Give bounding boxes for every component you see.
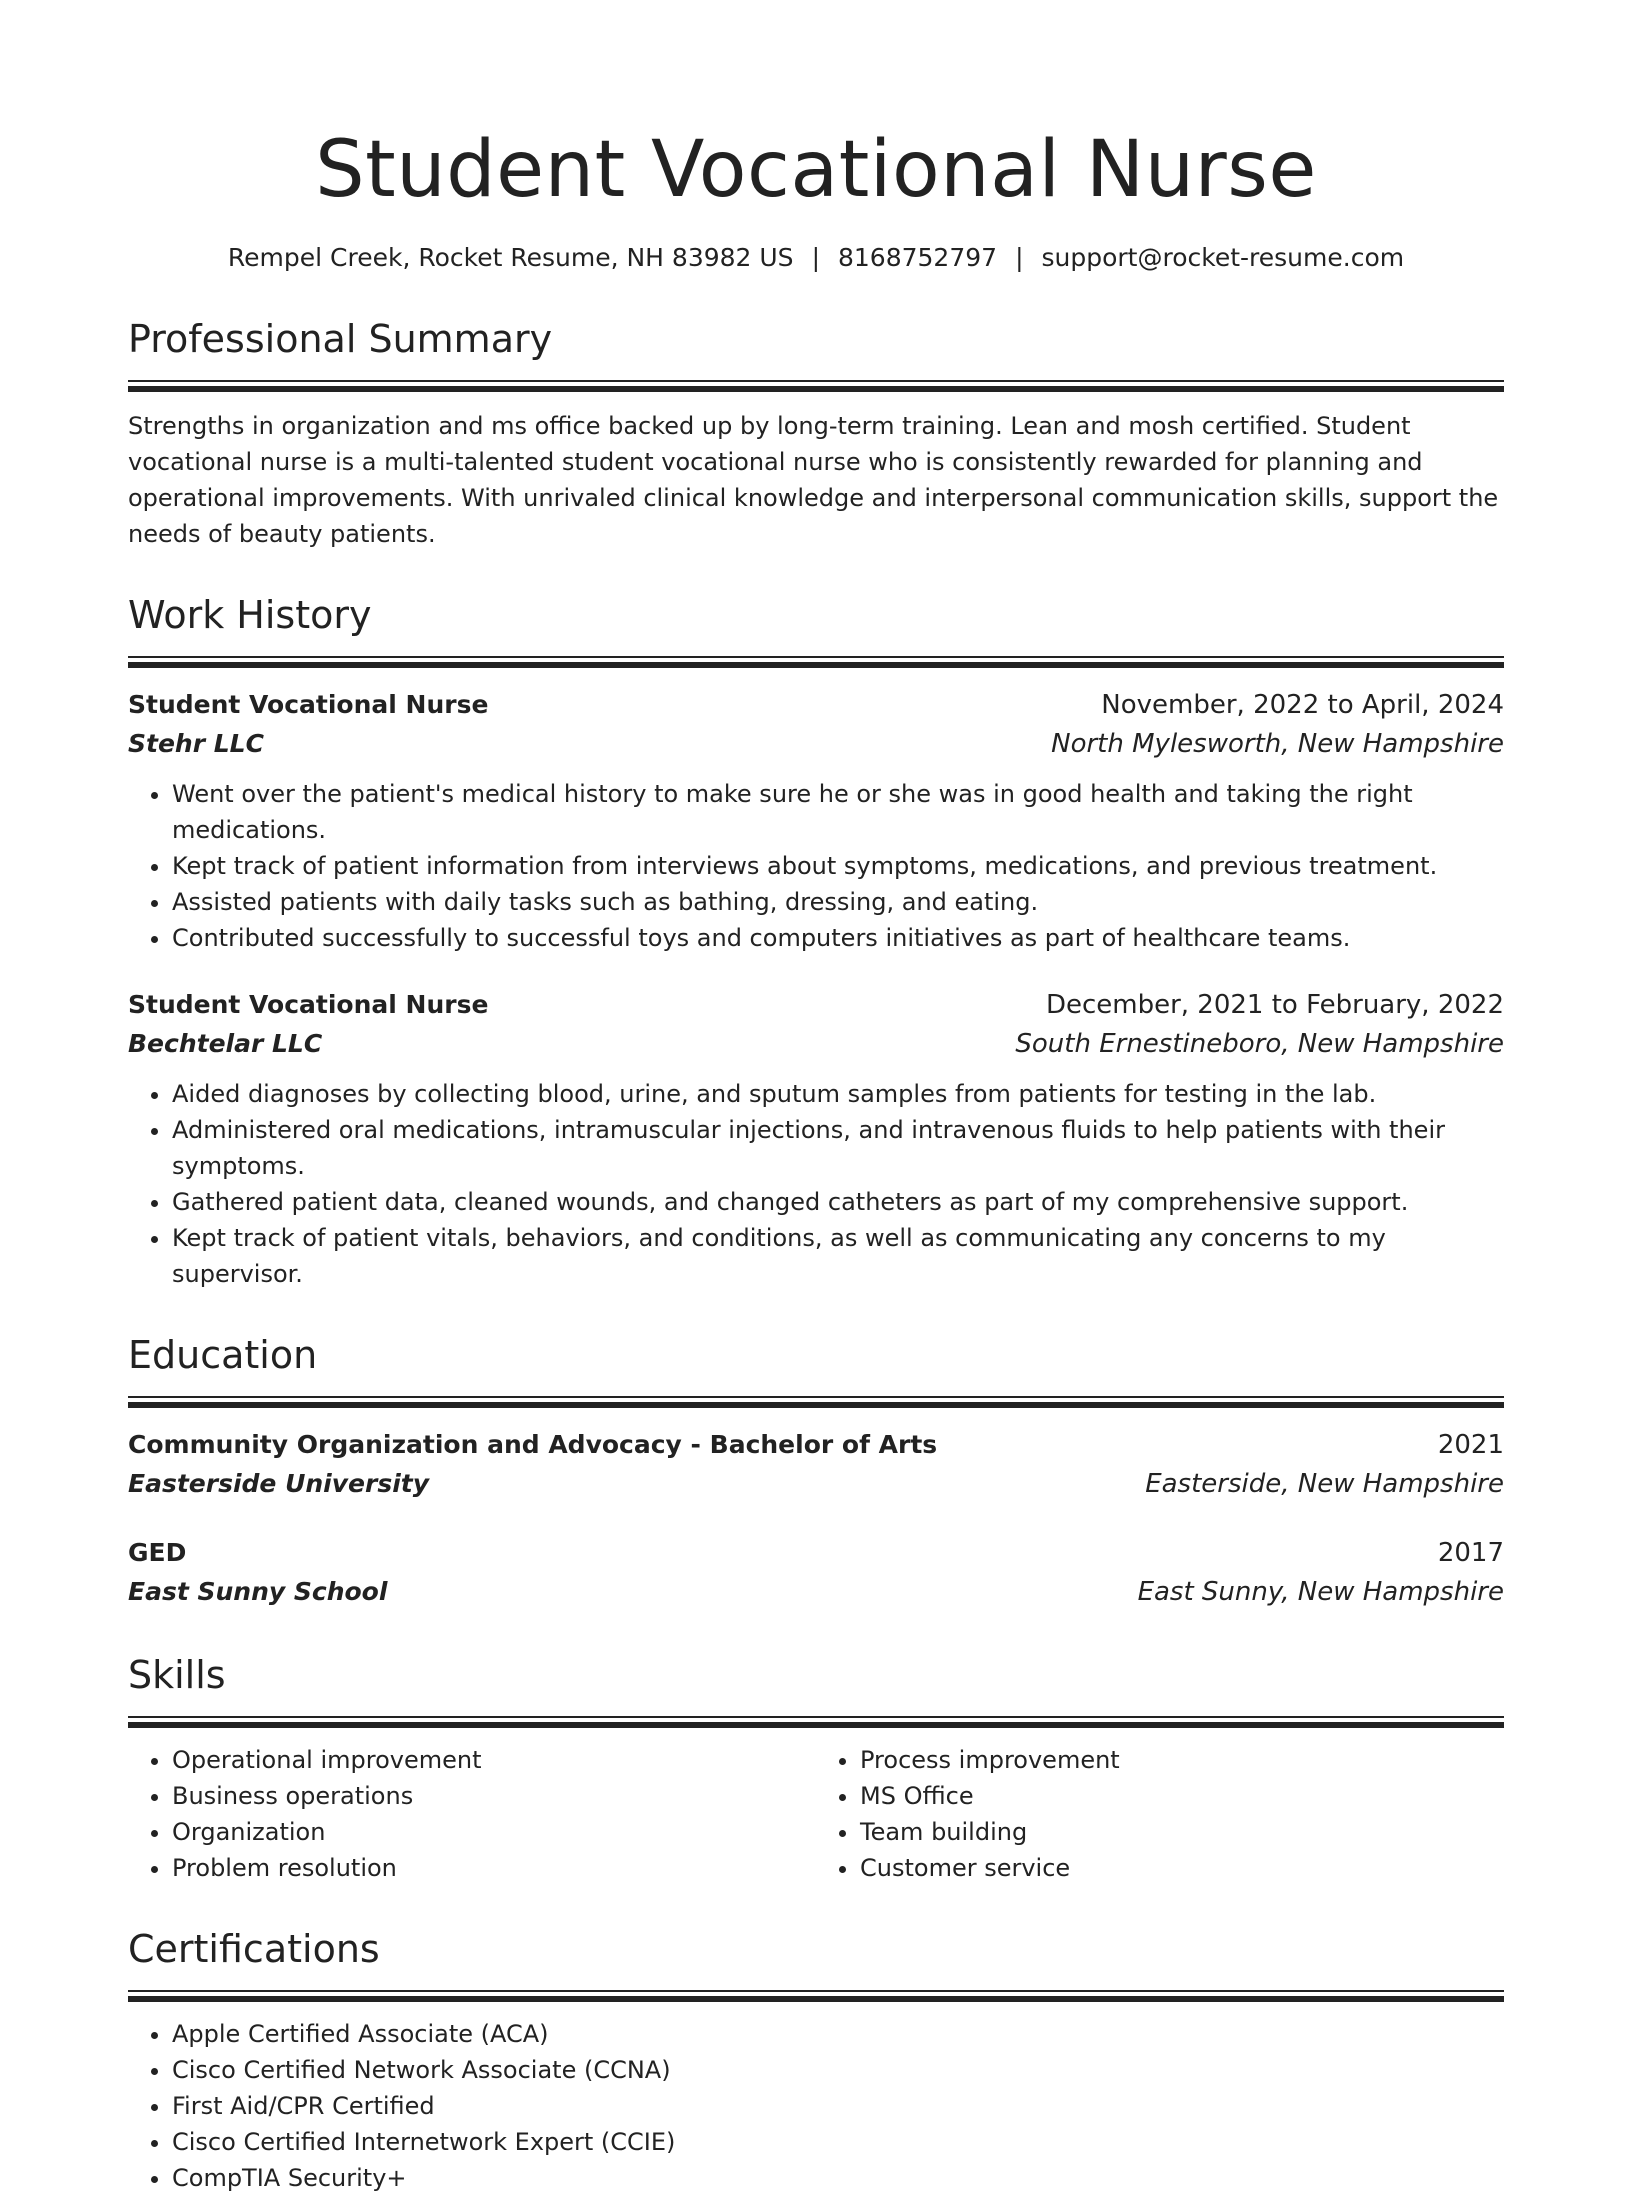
job-title: Student Vocational Nurse	[128, 990, 489, 1019]
certification-item: • First Aid/CPR Certified	[172, 2088, 1504, 2124]
job-entry	[128, 986, 1504, 1292]
job-company: Stehr LLC	[128, 729, 264, 758]
summary-section	[128, 316, 1504, 552]
education-location: Easterside, New Hampshire	[1145, 1469, 1504, 1499]
list-item: • Contributed successfully to successful toys and computers initiatives as part of healthcare teams.	[172, 920, 1504, 956]
list-item: • Administered oral medications, intramuscular injections, and intravenous fluids to help patients with their symptoms.	[172, 1112, 1504, 1184]
job-company: Bechtelar LLC	[128, 1029, 323, 1058]
contact-email: support@rocket-resume.com	[1041, 243, 1405, 272]
job-bullets	[128, 776, 1504, 956]
skill-item: • Organization	[172, 1814, 816, 1850]
skill-item: • Process improvement	[860, 1742, 1504, 1778]
section-divider	[128, 656, 1504, 668]
skills-section	[128, 1652, 1504, 1886]
section-title: Education	[128, 1333, 318, 1377]
section-divider	[128, 1990, 1504, 2002]
education-entry	[128, 1426, 1504, 1504]
job-bullets	[128, 1076, 1504, 1292]
education-section	[128, 1332, 1504, 1612]
skill-item: • Problem resolution	[172, 1850, 816, 1886]
education-school: Easterside University	[128, 1469, 430, 1498]
job-dates: November, 2022 to April, 2024	[1101, 690, 1504, 720]
job-location: South Ernestineboro, New Hampshire	[1015, 1029, 1504, 1059]
section-title: Work History	[128, 593, 372, 637]
skill-item: • Operational improvement	[172, 1742, 816, 1778]
skill-item: • Business operations	[172, 1778, 816, 1814]
section-title: Certifications	[128, 1927, 380, 1971]
list-item: • Aided diagnoses by collecting blood, urine, and sputum samples from patients for testing in the lab.	[172, 1076, 1504, 1112]
contact-line	[128, 240, 1504, 276]
job-title: Student Vocational Nurse	[128, 690, 489, 719]
list-item: • Went over the patient's medical history to make sure he or she was in good health and taking the right medications.	[172, 776, 1504, 848]
summary-text: Strengths in organization and ms office backed up by long-term training. Lean and mosh certified. Student vocational nurse is a multi-talented student vocational nurse who is consistently rewarded for planning and operational improvements. With unrivaled clinical knowledge and interpersonal communication skills, support the needs of beauty patients.	[128, 412, 1499, 548]
skill-item: • Customer service	[860, 1850, 1504, 1886]
job-dates: December, 2021 to February, 2022	[1045, 990, 1504, 1020]
education-entry	[128, 1534, 1504, 1612]
skills-columns	[128, 1742, 1504, 1886]
skill-item: • MS Office	[860, 1778, 1504, 1814]
list-item: • Kept track of patient information from interviews about symptoms, medications, and previous treatment.	[172, 848, 1504, 884]
contact-phone: 8168752797	[838, 243, 998, 272]
certifications-list	[128, 2016, 1504, 2196]
education-year: 2021	[1437, 1430, 1504, 1460]
list-item: • Gathered patient data, cleaned wounds, and changed catheters as part of my comprehensive support.	[172, 1184, 1504, 1220]
section-divider	[128, 1716, 1504, 1728]
section-title: Professional Summary	[128, 317, 553, 361]
list-item: • Assisted patients with daily tasks such as bathing, dressing, and eating.	[172, 884, 1504, 920]
education-degree: GED	[128, 1538, 187, 1567]
work-history-section	[128, 592, 1504, 1292]
education-degree: Community Organization and Advocacy - Bachelor of Arts	[128, 1430, 938, 1459]
education-year: 2017	[1437, 1538, 1504, 1568]
contact-address: Rempel Creek, Rocket Resume, NH 83982 US	[227, 243, 794, 272]
job-entry	[128, 686, 1504, 956]
section-divider	[128, 380, 1504, 392]
resume-name: Student Vocational Nurse	[315, 125, 1317, 215]
list-item: • Kept track of patient vitals, behaviors, and conditions, as well as communicating any concerns to my supervisor.	[172, 1220, 1504, 1292]
certification-item: • Apple Certified Associate (ACA)	[172, 2016, 1504, 2052]
certification-item: • Cisco Certified Network Associate (CCNA)	[172, 2052, 1504, 2088]
education-school: East Sunny School	[128, 1577, 388, 1606]
job-location: North Mylesworth, New Hampshire	[1051, 729, 1504, 759]
certifications-section	[128, 1926, 1504, 2196]
contact-separator: |	[811, 243, 820, 272]
education-location: East Sunny, New Hampshire	[1137, 1577, 1504, 1607]
certification-item: • Cisco Certified Internetwork Expert (CCIE)	[172, 2124, 1504, 2160]
skills-list-left	[128, 1742, 816, 1886]
skill-item: • Team building	[860, 1814, 1504, 1850]
contact-separator: |	[1015, 243, 1024, 272]
certification-item: • CompTIA Security+	[172, 2160, 1504, 2196]
section-title: Skills	[128, 1653, 226, 1697]
skills-list-right	[816, 1742, 1504, 1886]
section-divider	[128, 1396, 1504, 1408]
